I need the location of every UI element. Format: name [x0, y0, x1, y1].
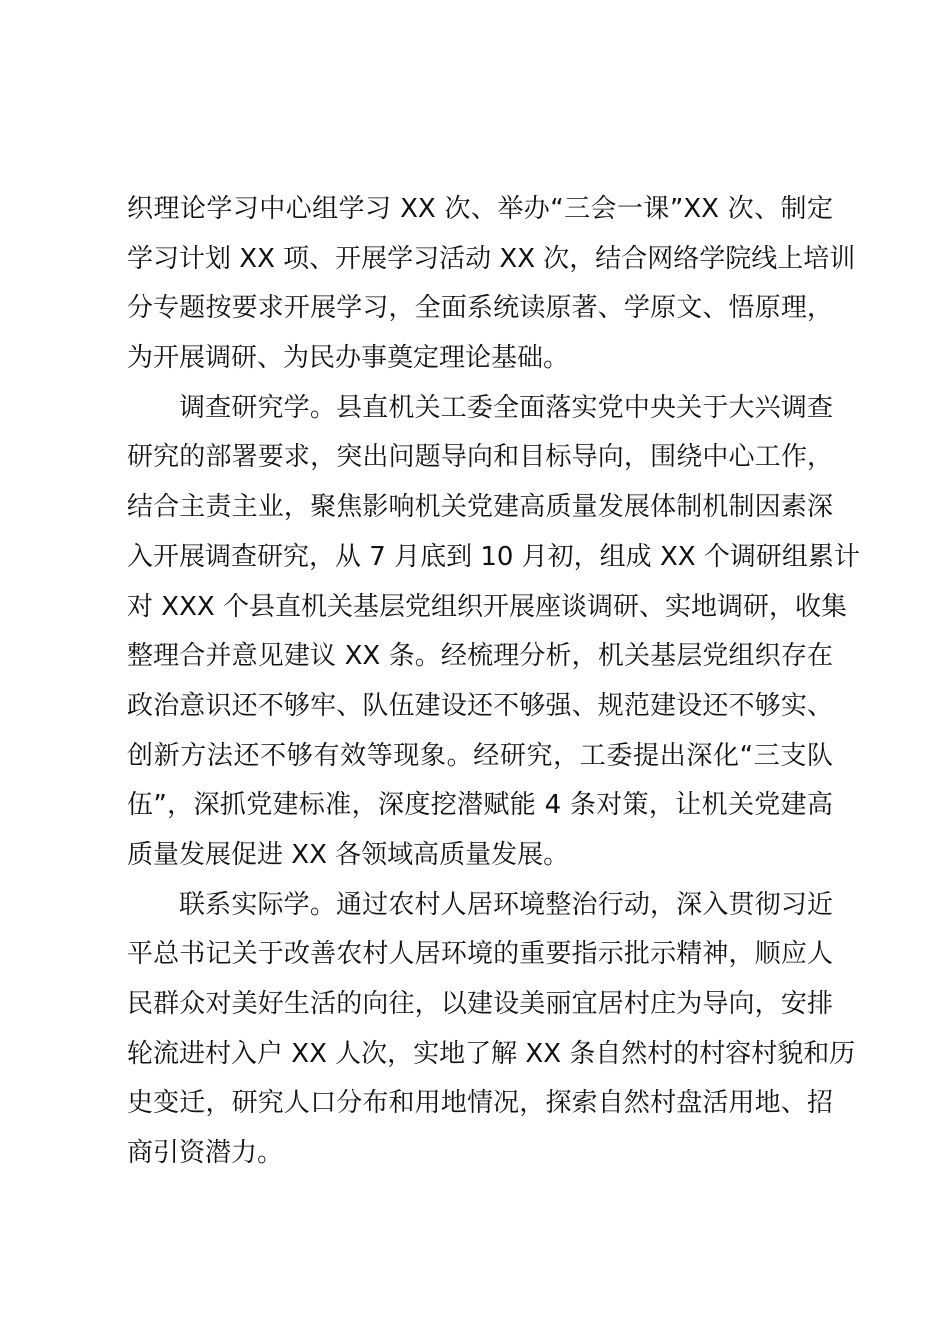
text-line: 研究的部署要求，突出问题导向和目标导向，围绕中心工作，	[127, 442, 833, 473]
paragraph-research-study	[127, 384, 860, 881]
text-line: 平总书记关于改善农村人居环境的重要指示批示精神，顺应人	[127, 939, 833, 970]
text-line: 轮流进村入户 XX 人次，实地了解 XX 条自然村的村容村貌和历	[127, 1038, 856, 1069]
text-line: 分专题按要求开展学习，全面系统读原著、学原文、悟原理，	[127, 293, 833, 324]
text-line: 结合主责主业，聚焦影响机关党建高质量发展体制机制因素深	[127, 492, 833, 523]
paragraph-practice-study	[127, 881, 856, 1179]
text-line: 学习计划 XX 项、开展学习活动 XX 次，结合网络学院线上培训	[127, 243, 856, 274]
paragraph-theory-study	[127, 185, 856, 384]
document-body	[127, 185, 860, 1179]
text-line: 民群众对美好生活的向往，以建设美丽宜居村庄为导向，安排	[127, 989, 833, 1019]
text-line: 质量发展促进 XX 各领域高质量发展。	[127, 839, 570, 870]
text-line: 为开展调研、为民办事奠定理论基础。	[127, 343, 570, 374]
text-line: 商引资潜力。	[127, 1138, 284, 1169]
text-line: 织理论学习中心组学习 XX 次、举办“三会一课”XX 次、制定	[127, 194, 833, 224]
text-line: 史变迁，研究人口分布和用地情况，探索自然村盘活用地、招	[127, 1088, 833, 1119]
text-line: 伍”，深抓党建标准，深度挖潜赋能 4 条对策，让机关党建高	[127, 790, 833, 821]
text-line: 整理合并意见建议 XX 条。经梳理分析，机关基层党组织存在	[127, 641, 833, 672]
text-line: 调查研究学。县直机关工委全面落实党中央关于大兴调查	[179, 392, 833, 423]
text-line: 政治意识还不够牢、队伍建设还不够强、规范建设还不够实、	[127, 690, 833, 721]
text-line: 联系实际学。通过农村人居环境整治行动，深入贯彻习近	[179, 889, 833, 920]
text-line: 创新方法还不够有效等现象。经研究，工委提出深化“三支队	[127, 740, 833, 771]
text-line: 对 XXX 个县直机关基层党组织开展座谈调研、实地调研，收集	[127, 591, 847, 622]
text-line: 入开展调查研究，从 7 月底到 10 月初，组成 XX 个调研组累计	[127, 541, 860, 572]
